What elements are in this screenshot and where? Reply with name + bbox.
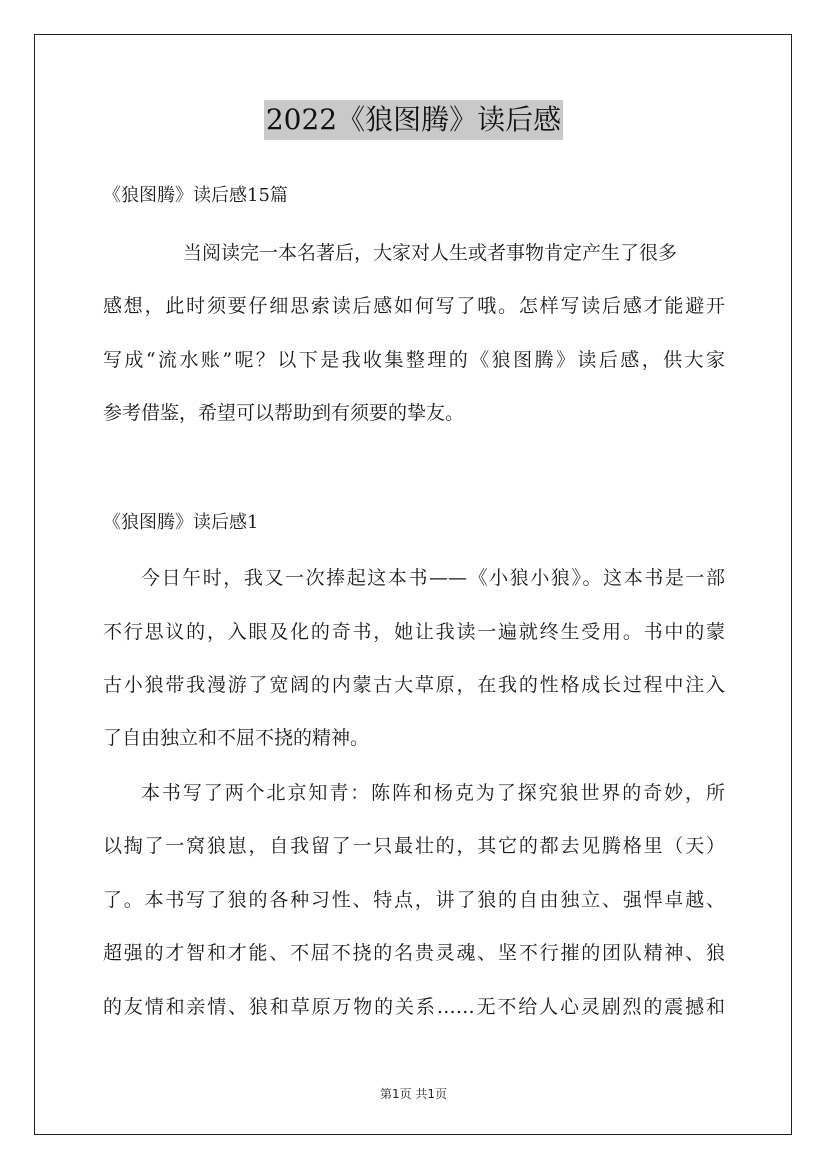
paragraph2-line-2: 以掏了一窝狼崽，自我留了一只最壮的，其它的都去见腾格里（天）	[103, 835, 725, 857]
intro-line-2: 感想，此时须要仔细思索读后感如何写了哦。怎样写读后感才能避开	[103, 295, 725, 317]
paragraph1-line-1: 今日午时，我又一次捧起这本书——《小狼小狼》。这本书是一部	[141, 567, 725, 589]
document-subtitle: 《狼图腾》读后感15篇	[103, 185, 288, 206]
paragraph1-line-2: 不行思议的，入眼及化的奇书，她让我读一遍就终生受用。书中的蒙	[103, 621, 725, 643]
paragraph2-line-4: 超强的才智和才能、不屈不挠的名贵灵魂、坚不行摧的团队精神、狼	[103, 942, 725, 964]
paragraph1-line-4: 了自由独立和不屈不挠的精神。	[103, 727, 370, 749]
paragraph2-line-3: 了。本书写了狼的各种习性、特点，讲了狼的自由独立、强悍卓越、	[103, 889, 725, 911]
paragraph2-line-1: 本书写了两个北京知青：陈阵和杨克为了探究狼世界的奇妙，所	[141, 782, 725, 804]
paragraph2-line-5: 的友情和亲情、狼和草原万物的关系……无不给人心灵剧烈的震撼和	[103, 996, 725, 1018]
paragraph1-line-3: 古小狼带我漫游了宽阔的内蒙古大草原，在我的性格成长过程中注入	[103, 674, 725, 696]
intro-line-3: 写成“流水账”呢？以下是我收集整理的《狼图腾》读后感，供大家	[103, 349, 725, 371]
title-container	[0, 100, 827, 140]
page-footer: 第1页 共1页	[379, 1087, 448, 1101]
section-heading: 《狼图腾》读后感1	[103, 512, 259, 533]
intro-line-4: 参考借鉴，希望可以帮助到有须要的挚友。	[103, 402, 465, 424]
document-title: 2022《狼图腾》读后感	[264, 100, 563, 140]
intro-line-1: 当阅读完一本名著后，大家对人生或者事物肯定产生了很多	[183, 242, 678, 264]
